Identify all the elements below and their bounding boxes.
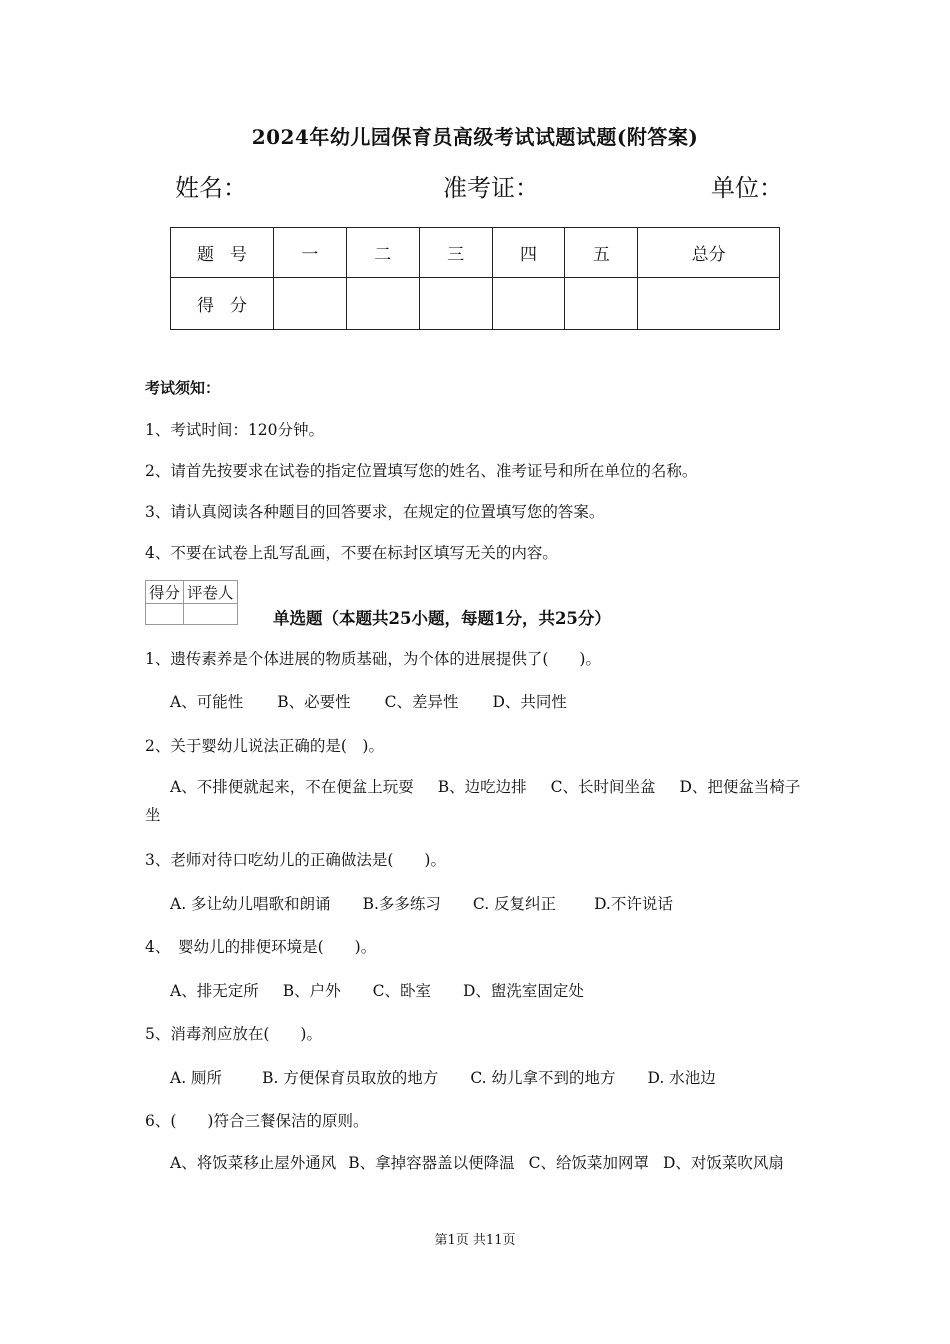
score-column-header: 五 bbox=[565, 228, 638, 278]
option: C. 幼儿拿不到的地方 bbox=[470, 1069, 616, 1087]
score-cell bbox=[638, 278, 780, 330]
score-table-score-row bbox=[171, 278, 780, 330]
score-column-header: 二 bbox=[346, 228, 419, 278]
page-footer: 第1页 共11页 bbox=[434, 1233, 516, 1248]
question-stem: 6、( )符合三餐保洁的原则。 bbox=[145, 1112, 369, 1130]
score-column-header: 四 bbox=[492, 228, 565, 278]
option: D. 水池边 bbox=[647, 1069, 716, 1087]
notice-heading: 考试须知： bbox=[145, 379, 221, 397]
option: A、可能性 bbox=[170, 693, 244, 711]
score-cell bbox=[346, 278, 419, 330]
grader-box-blank bbox=[146, 604, 238, 625]
option: D、对饭菜吹风扇 bbox=[662, 1154, 784, 1172]
exam-number-label: 准考证： bbox=[443, 174, 539, 202]
section-title: 单选题（本题共25小题，每题1分，共25分） bbox=[273, 609, 611, 628]
grader-name-label: 评卷人 bbox=[184, 581, 238, 604]
question-options bbox=[170, 690, 567, 712]
score-table-header-row bbox=[171, 228, 780, 278]
grader-name-cell bbox=[184, 604, 238, 625]
notice-item: 3、请认真阅读各种题目的回答要求，在规定的位置填写您的答案。 bbox=[145, 503, 605, 521]
option: D、共同性 bbox=[492, 693, 567, 711]
grader-box bbox=[145, 580, 238, 625]
option: B、拿掉容器盖以便降温 bbox=[348, 1154, 515, 1172]
grader-score-label: 得分 bbox=[146, 581, 184, 604]
score-cell bbox=[274, 278, 347, 330]
option: A、排无定所 bbox=[170, 982, 259, 1000]
question-stem: 1、遗传素养是个体进展的物质基础，为个体的进展提供了( )。 bbox=[145, 650, 601, 668]
question-stem: 3、老师对待口吃幼儿的正确做法是( )。 bbox=[145, 851, 446, 869]
question-stem: 2、关于婴幼儿说法正确的是( )。 bbox=[145, 737, 384, 755]
notice-item: 1、考试时间：120分钟。 bbox=[145, 421, 324, 439]
score-row-label: 得分 bbox=[171, 278, 274, 330]
score-cell bbox=[565, 278, 638, 330]
page-title: 2024年幼儿园保育员高级考试试题试题(附答案) bbox=[251, 125, 699, 149]
score-table bbox=[170, 227, 780, 330]
notice-item: 4、不要在试卷上乱写乱画，不要在标封区填写无关的内容。 bbox=[145, 544, 558, 562]
option: C、卧室 bbox=[372, 982, 431, 1000]
name-label: 姓名： bbox=[175, 174, 247, 202]
grader-score-cell bbox=[146, 604, 184, 625]
option: C、差异性 bbox=[384, 693, 459, 711]
option: A、将饭菜移止屋外通风 bbox=[170, 1154, 337, 1172]
question-number-header: 题号 bbox=[171, 228, 274, 278]
unit-label: 单位： bbox=[711, 174, 783, 202]
option: B、边吃边排 bbox=[437, 778, 527, 796]
question-options bbox=[170, 1066, 716, 1088]
option: C、长时间坐盆 bbox=[550, 778, 656, 796]
option: B、户外 bbox=[282, 982, 341, 1000]
candidate-info-row bbox=[175, 168, 783, 204]
score-column-header: 一 bbox=[274, 228, 347, 278]
option: A. 厕所 bbox=[170, 1069, 223, 1087]
option: C、给饭菜加网罩 bbox=[528, 1154, 649, 1172]
option: D、把便盆当椅子坐 bbox=[145, 778, 801, 824]
question-stem: 4、 婴幼儿的排便环境是( )。 bbox=[145, 938, 377, 956]
question-stem: 5、消毒剂应放在( )。 bbox=[145, 1025, 322, 1043]
score-column-header: 总分 bbox=[638, 228, 780, 278]
grader-box-header bbox=[146, 581, 238, 604]
question-options bbox=[145, 1149, 810, 1177]
option: B、必要性 bbox=[277, 693, 351, 711]
option: D.不许说话 bbox=[594, 895, 673, 913]
notice-item: 2、请首先按要求在试卷的指定位置填写您的姓名、准考证号和所在单位的名称。 bbox=[145, 462, 698, 480]
score-cell bbox=[419, 278, 492, 330]
question-options bbox=[170, 892, 673, 914]
score-column-header: 三 bbox=[419, 228, 492, 278]
question-options bbox=[170, 979, 584, 1001]
option: A、不排便就起来，不在便盆上玩耍 bbox=[170, 778, 414, 796]
option: B. 方便保育员取放的地方 bbox=[262, 1069, 439, 1087]
option: C. 反复纠正 bbox=[472, 895, 557, 913]
question-options bbox=[145, 773, 810, 829]
option: D、盥洗室固定处 bbox=[462, 982, 584, 1000]
option: A. 多让幼儿唱歌和朗诵 bbox=[170, 895, 331, 913]
score-cell bbox=[492, 278, 565, 330]
option: B.多多练习 bbox=[362, 895, 441, 913]
